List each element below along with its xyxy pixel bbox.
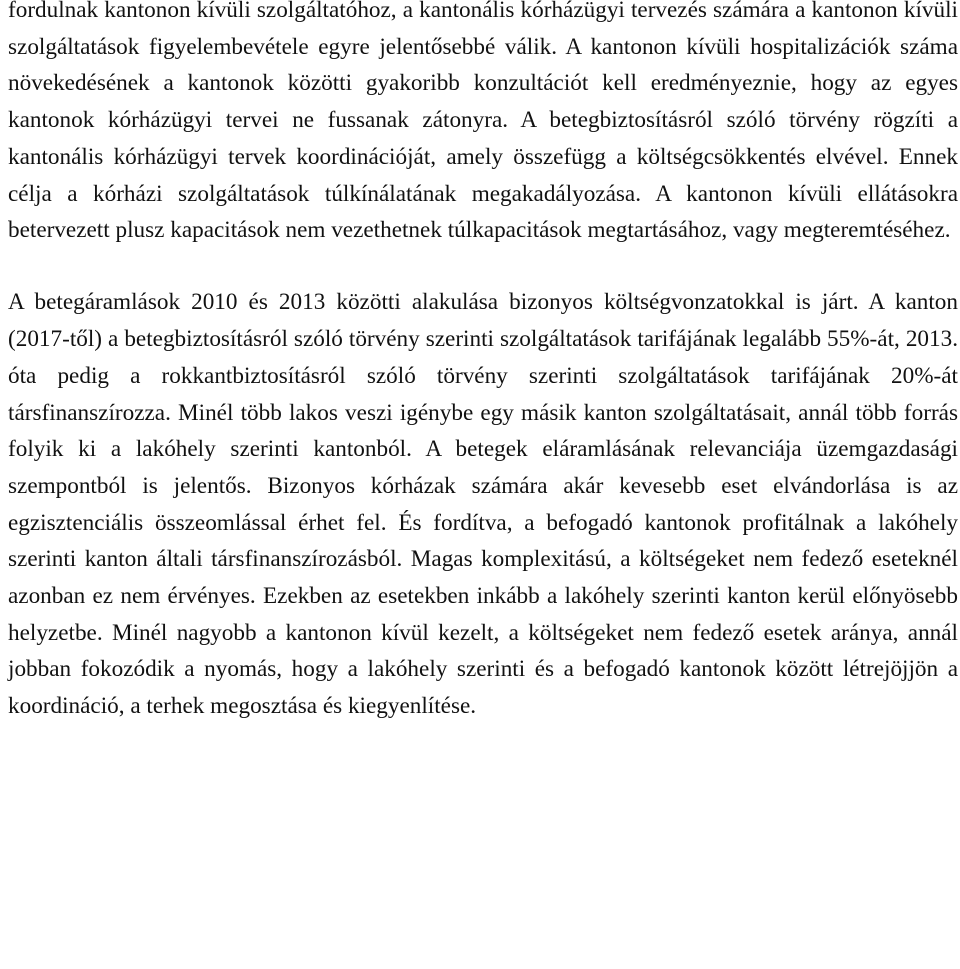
body-paragraph-2: A betegáramlások 2010 és 2013 közötti alakulása bizonyos költségvonzatokkal is járt. A kanton (2017-től) a betegbiztosításról szóló törvény szerinti szolgáltatások tarifájának legalább 55%-át, 2013. óta pedig a rokkantbiztosításról szóló törvény szerinti szolgáltatások tarifájának 20%-át társfinanszírozza. Minél több lakos veszi igénybe egy másik kanton szolgáltatásait, annál több forrás folyik ki a lakóhely szerinti kantonból. A betegek eláramlásának relevanciája üzemgazdasági szempontból is jelentős. Bizonyos kórházak számára akár kevesebb eset elvándorlása is az egzisztenciális összeomlással érhet fel. És fordítva, a befogadó kantonok profitálnak a lakóhely szerinti kanton általi társfinanszírozásból. Magas komplexitású, a költségeket nem fedező eseteknél azonban ez nem érvényes. Ezekben az esetekben inkább a lakóhely szerinti kanton kerül előnyösebb helyzetbe. Minél nagyobb a kantonon kívül kezelt, a költségeket nem fedező esetek aránya, annál jobban fokozódik a nyomás, hogy a lakóhely szerinti és a befogadó kantonok között létrejöjjön a koordináció, a terhek megosztása és kiegyenlítése. <box>8 289 958 720</box>
document-page <box>8 0 958 725</box>
body-paragraph-1: fordulnak kantonon kívüli szolgáltatóhoz, a kantonális kórházügyi tervezés számára a kantonon kívüli szolgáltatások figyelembevétele egyre jelentősebbé válik. A kantonon kívüli hospitalizációk száma növekedésének a kantonok közötti gyakoribb konzultációt kell eredményeznie, hogy az egyes kantonok kórházügyi tervei ne fussanak zátonyra. A betegbiztosításról szóló törvény rögzíti a kantonális kórházügyi tervek koordinációját, amely összefügg a költségcsökkentés elvével. Ennek célja a kórházi szolgáltatások túlkínálatának megakadályozása. A kantonon kívüli ellátásokra betervezett plusz kapacitások nem vezethetnek túlkapacitások megtartásához, vagy megteremtéséhez. <box>8 0 958 244</box>
